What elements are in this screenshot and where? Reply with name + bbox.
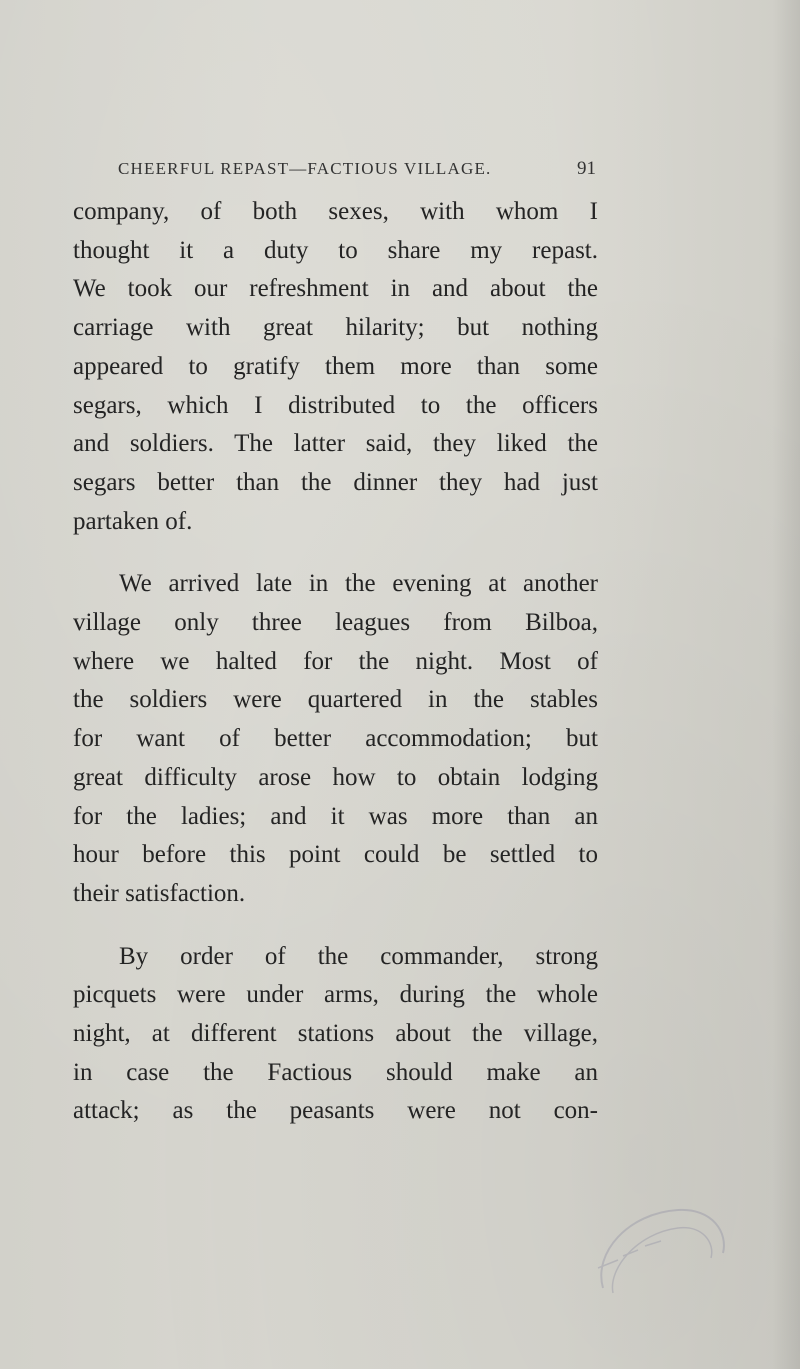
paragraph-1 <box>73 193 598 541</box>
text-line: in case the Factious should make an <box>73 1058 598 1086</box>
text-line: We took our refreshment in and about the <box>73 275 598 303</box>
text-line: carriage with great hilarity; but nothing <box>73 314 598 342</box>
text-line: segars, which I distributed to the officers <box>73 391 598 419</box>
text-line: night, at different stations about the village, <box>73 1020 598 1048</box>
text-line: We arrived late in the evening at another <box>119 570 598 598</box>
text-line: where we halted for the night. Most of <box>73 647 598 675</box>
text-line: By order of the commander, strong <box>119 942 598 970</box>
text-line: for want of better accommodation; but <box>73 725 598 753</box>
text-line: hour before this point could be settled to <box>73 841 598 869</box>
text-line: for the ladies; and it was more than an <box>73 802 598 830</box>
text-line: thought it a duty to share my repast. <box>73 236 598 264</box>
text-line: village only three leagues from Bilboa, <box>73 609 598 637</box>
text-line: company, of both sexes, with whom I <box>73 198 598 225</box>
text-line: attack; as the peasants were not con- <box>73 1097 598 1125</box>
text-line: and soldiers. The latter said, they liked the <box>73 430 598 458</box>
text-line: appeared to gratify them more than some <box>73 352 598 380</box>
text-line: great difficulty arose how to obtain lodging <box>73 763 598 791</box>
text-line: segars better than the dinner they had just <box>73 468 598 496</box>
text-line: partaken of. <box>73 507 193 535</box>
paragraph-3 <box>73 938 598 1132</box>
library-stamp-icon <box>583 1198 733 1308</box>
body-text <box>73 193 598 1131</box>
running-head <box>118 158 596 182</box>
paragraph-2 <box>73 565 598 913</box>
page-number: 91 <box>577 158 596 179</box>
running-title: CHEERFUL REPAST—FACTIOUS VILLAGE. <box>118 159 492 178</box>
text-line: picquets were under arms, during the whole <box>73 981 598 1009</box>
text-line: their satisfaction. <box>73 879 246 907</box>
text-line: the soldiers were quartered in the stables <box>73 686 598 714</box>
